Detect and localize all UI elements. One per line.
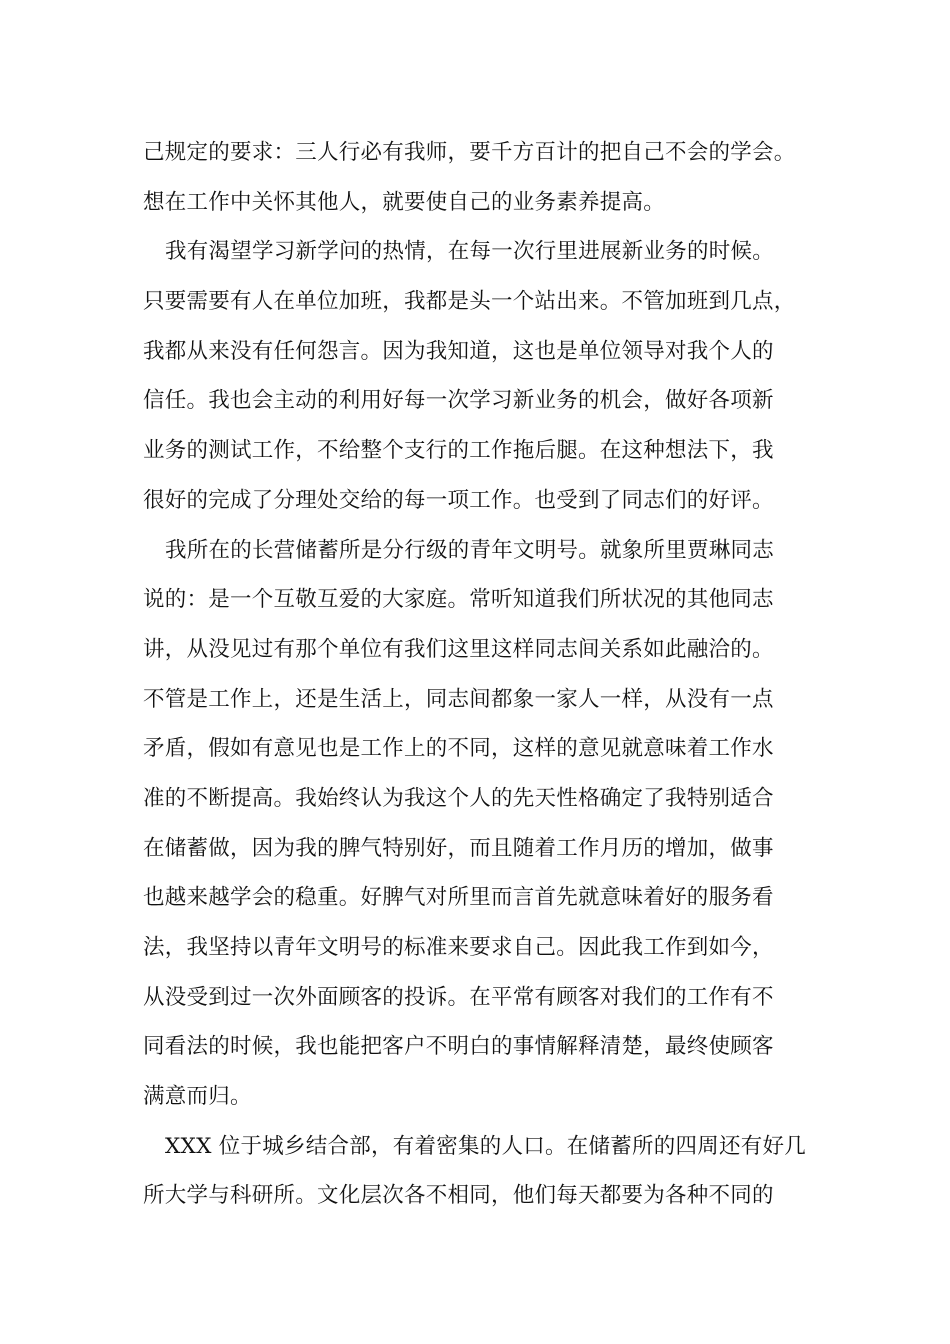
- text-line: 己规定的要求：三人行必有我师，要千方百计的把自己不会的学会。: [143, 140, 796, 165]
- text-line: 也越来越学会的稳重。好脾气对所里而言首先就意味着好的服务看: [143, 885, 774, 911]
- text-line: 同看法的时候，我也能把客户不明白的事情解释清楚，最终使顾客: [143, 1034, 774, 1060]
- text-line: 我有渴望学习新学问的热情，在每一次行里进展新业务的时候。: [165, 239, 775, 265]
- text-line: 满意而归。: [143, 1084, 252, 1110]
- text-line: 业务的测试工作，不给整个支行的工作拖后腿。在这种想法下，我: [143, 438, 774, 464]
- text-line: 很好的完成了分理处交给的每一项工作。也受到了同志们的好评。: [143, 487, 774, 513]
- text-line: XXX 位于城乡结合部，有着密集的人口。在储蓄所的四周还有好几: [165, 1133, 807, 1159]
- text-line: 讲，从没见过有那个单位有我们这里这样同志间关系如此融洽的。: [143, 636, 774, 662]
- text-line: 我都从来没有任何怨言。因为我知道，这也是单位领导对我个人的: [143, 338, 774, 364]
- text-line: 法，我坚持以青年文明号的标准来要求自己。因此我工作到如今，: [143, 935, 774, 960]
- document-body: [143, 128, 843, 1221]
- text-line: 从没受到过一次外面顾客的投诉。在平常有顾客对我们的工作有不: [143, 984, 774, 1010]
- text-line: 不管是工作上，还是生活上，同志间都象一家人一样，从没有一点: [143, 686, 774, 712]
- text-line: 信任。我也会主动的利用好每一次学习新业务的机会，做好各项新: [143, 388, 774, 414]
- text-line: 在储蓄做，因为我的脾气特别好，而且随着工作月历的增加，做事: [143, 835, 774, 861]
- text-line: 想在工作中关怀其他人，就要使自己的业务素养提高。: [143, 189, 666, 215]
- text-line: 所大学与科研所。文化层次各不相同，他们每天都要为各种不同的: [143, 1183, 774, 1209]
- text-line: 准的不断提高。我始终认为我这个人的先天性格确定了我特别适合: [143, 785, 774, 811]
- text-line: 说的：是一个互敬互爱的大家庭。常听知道我们所状况的其他同志: [143, 587, 774, 613]
- text-line: 我所在的长营储蓄所是分行级的青年文明号。就象所里贾琳同志: [165, 537, 775, 563]
- text-line: 只要需要有人在单位加班，我都是头一个站出来。不管加班到几点，: [143, 289, 796, 315]
- text-line: 矛盾，假如有意见也是工作上的不同，这样的意见就意味着工作水: [143, 736, 774, 762]
